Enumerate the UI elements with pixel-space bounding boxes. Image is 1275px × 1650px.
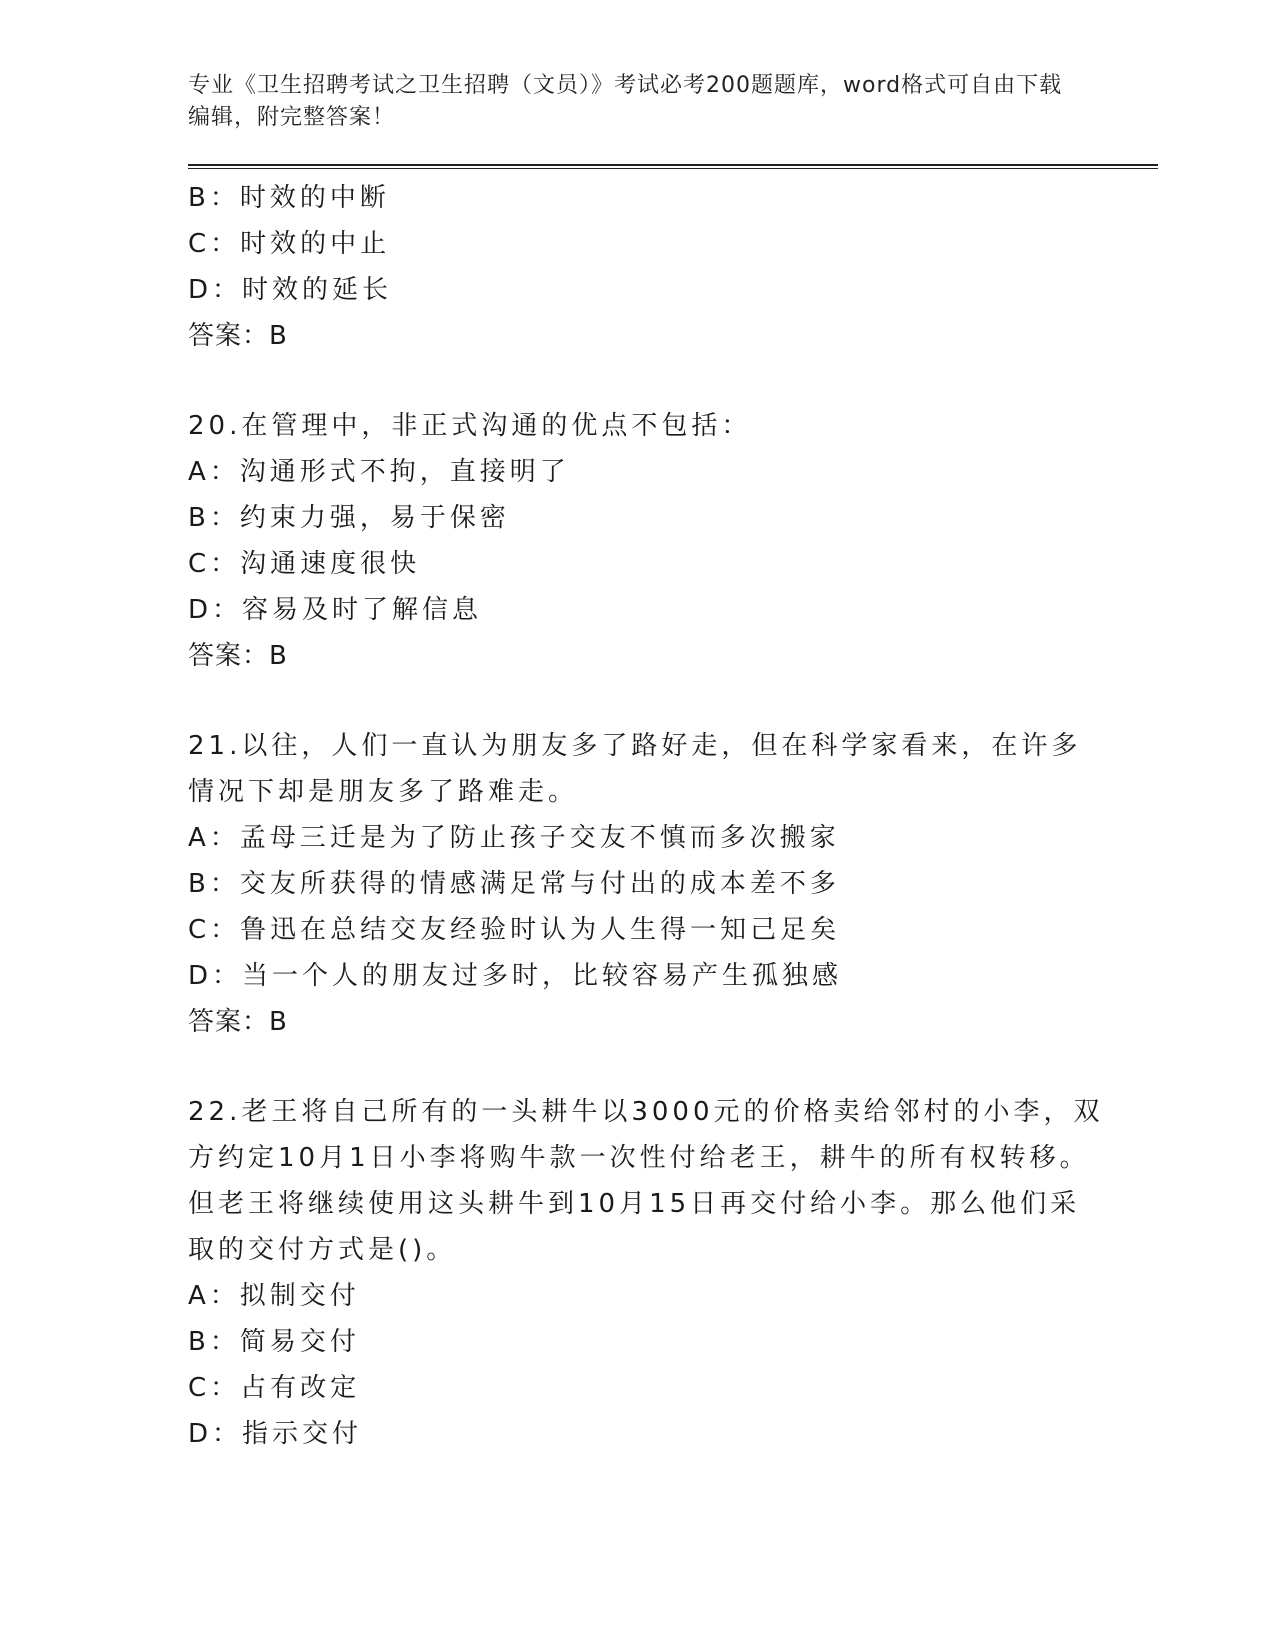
question-text: 21.以往，人们一直认为朋友多了路好走，但在科学家看来，在许多情况下却是朋友多了路难走。 [188,731,1082,807]
answer-line: 答案：B [188,641,288,671]
document-header: 专业《卫生招聘考试之卫生招聘（文员）》考试必考200题题库，word格式可自由下载编辑，附完整答案！ [188,73,1063,130]
option-c: C：时效的中止 [188,229,391,259]
option-a: A：沟通形式不拘，直接明了 [188,457,570,487]
option-c: C：鲁迅在总结交友经验时认为人生得一知己足矣 [188,915,841,945]
question-22 [188,1089,1158,1457]
option-d: D：当一个人的朋友过多时，比较容易产生孤独感 [188,961,843,991]
answer-line: 答案：B [188,321,288,351]
option-a: A：孟母三迁是为了防止孩子交友不慎而多次搬家 [188,823,840,853]
question-19-tail [188,175,1158,359]
option-d: D：容易及时了解信息 [188,595,483,625]
document-page [188,70,1158,1457]
option-a: A：拟制交付 [188,1281,360,1311]
answer-line: 答案：B [188,1007,288,1037]
question-text: 20.在管理中，非正式沟通的优点不包括： [188,411,752,441]
option-b: B：时效的中断 [188,183,390,213]
option-b: B：简易交付 [188,1327,360,1357]
question-21 [188,723,1158,1045]
question-20 [188,403,1158,679]
option-b: B：约束力强，易于保密 [188,503,510,533]
option-c: C：沟通速度很快 [188,549,421,579]
header-divider [188,164,1158,169]
question-text: 22.老王将自己所有的一头耕牛以3000元的价格卖给邻村的小李，双方约定10月1日小李将购牛款一次性付给老王，耕牛的所有权转移。但老王将继续使用这头耕牛到10月15日再交付给小李。那么他们采取的交付方式是()。 [188,1097,1104,1265]
document-body [188,175,1158,1457]
option-c: C：占有改定 [188,1373,361,1403]
option-d: D：指示交付 [188,1419,363,1449]
option-d: D：时效的延长 [188,275,393,305]
option-b: B：交友所获得的情感满足常与付出的成本差不多 [188,869,840,899]
